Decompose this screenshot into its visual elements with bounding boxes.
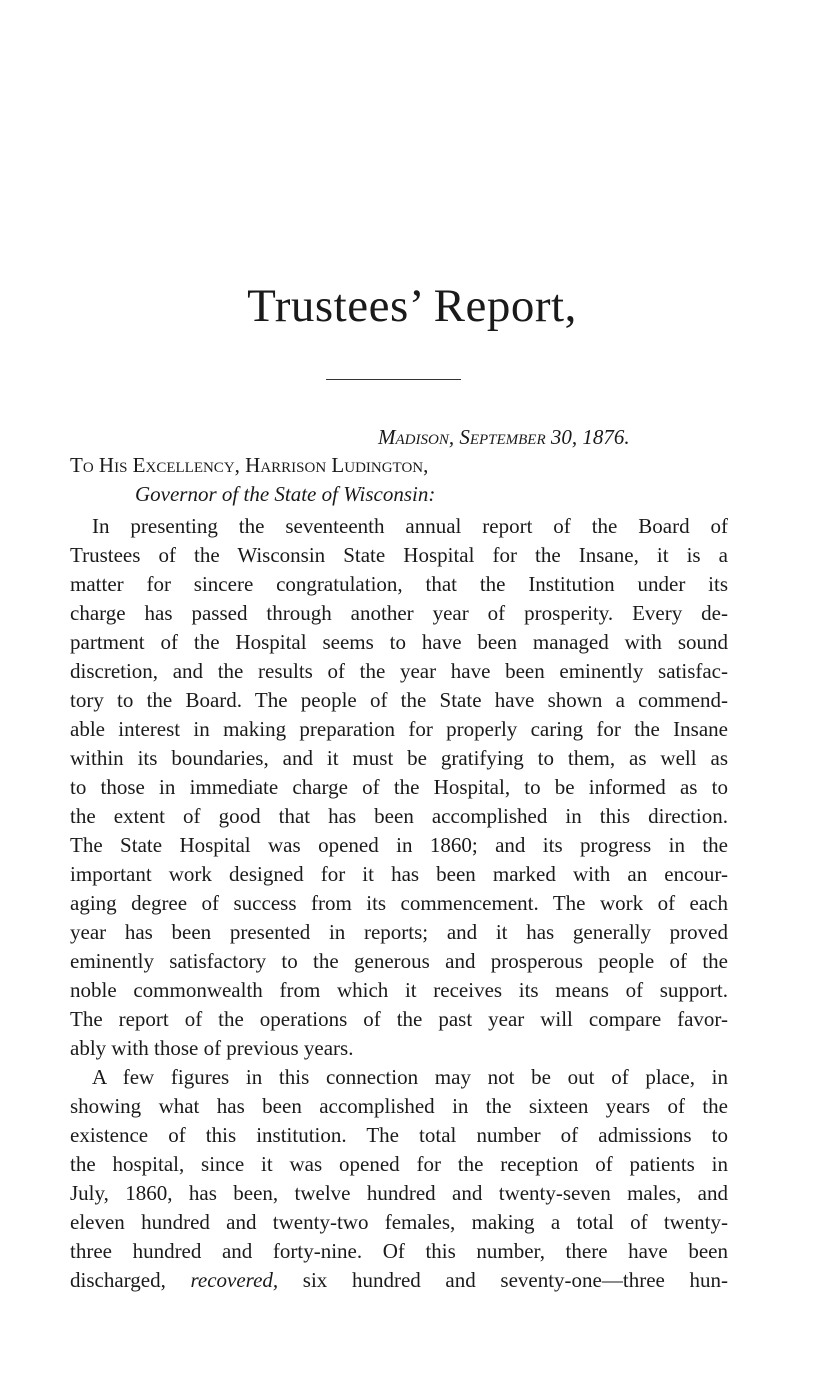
text-line: July, 1860, has been, twelve hundred and twenty-seven males, and bbox=[70, 1181, 728, 1205]
dateline: Madison, September 30, 1876. bbox=[378, 425, 630, 449]
page-title: Trustees’ Report, bbox=[247, 280, 577, 332]
text-line: eleven hundred and twenty-two females, making a total of twenty- bbox=[70, 1210, 728, 1234]
paragraph bbox=[70, 512, 728, 1063]
title-divider bbox=[326, 379, 461, 380]
text-line: discharged, recovered, six hundred and seventy-one—three hun- bbox=[70, 1268, 728, 1292]
text-line: In presenting the seventeenth annual report of the Board of bbox=[92, 514, 728, 538]
text-line: to those in immediate charge of the Hospital, to be informed as to bbox=[70, 775, 728, 799]
text-line: eminently satisfactory to the generous and prosperous people of the bbox=[70, 949, 728, 973]
text-line: noble commonwealth from which it receives its means of support. bbox=[70, 978, 728, 1002]
text-line: important work designed for it has been marked with an encour- bbox=[70, 862, 728, 886]
text-line: The State Hospital was opened in 1860; and its progress in the bbox=[70, 833, 728, 857]
report-body bbox=[70, 512, 728, 1295]
addressee: To His Excellency, Harrison Ludington, bbox=[70, 453, 429, 477]
text-line: three hundred and forty-nine. Of this number, there have been bbox=[70, 1239, 728, 1263]
text-line: discretion, and the results of the year have been eminently satisfac- bbox=[70, 659, 728, 683]
text-line: aging degree of success from its commencement. The work of each bbox=[70, 891, 728, 915]
paragraph bbox=[70, 1063, 728, 1295]
text-line: within its boundaries, and it must be gratifying to them, as well as bbox=[70, 746, 728, 770]
text-line: ably with those of previous years. bbox=[70, 1036, 354, 1060]
text-line: existence of this institution. The total number of admissions to bbox=[70, 1123, 728, 1147]
text-line: showing what has been accomplished in the sixteen years of the bbox=[70, 1094, 728, 1118]
text-line: The report of the operations of the past year will compare favor- bbox=[70, 1007, 728, 1031]
text-line: charge has passed through another year of prosperity. Every de- bbox=[70, 601, 728, 625]
addressee-title: Governor of the State of Wisconsin: bbox=[135, 482, 436, 506]
text-line: matter for sincere congratulation, that the Institution under its bbox=[70, 572, 728, 596]
text-line: Trustees of the Wisconsin State Hospital for the Insane, it is a bbox=[70, 543, 728, 567]
text-line: year has been presented in reports; and it has generally proved bbox=[70, 920, 728, 944]
text-line: A few figures in this connection may not be out of place, in bbox=[92, 1065, 728, 1089]
text-line: the hospital, since it was opened for the reception of patients in bbox=[70, 1152, 728, 1176]
text-line: able interest in making preparation for properly caring for the Insane bbox=[70, 717, 728, 741]
text-line: the extent of good that has been accomplished in this direction. bbox=[70, 804, 728, 828]
italic-emphasis: recovered, bbox=[190, 1268, 279, 1292]
text-line: partment of the Hospital seems to have been managed with sound bbox=[70, 630, 728, 654]
text-line: tory to the Board. The people of the State have shown a commend- bbox=[70, 688, 728, 712]
